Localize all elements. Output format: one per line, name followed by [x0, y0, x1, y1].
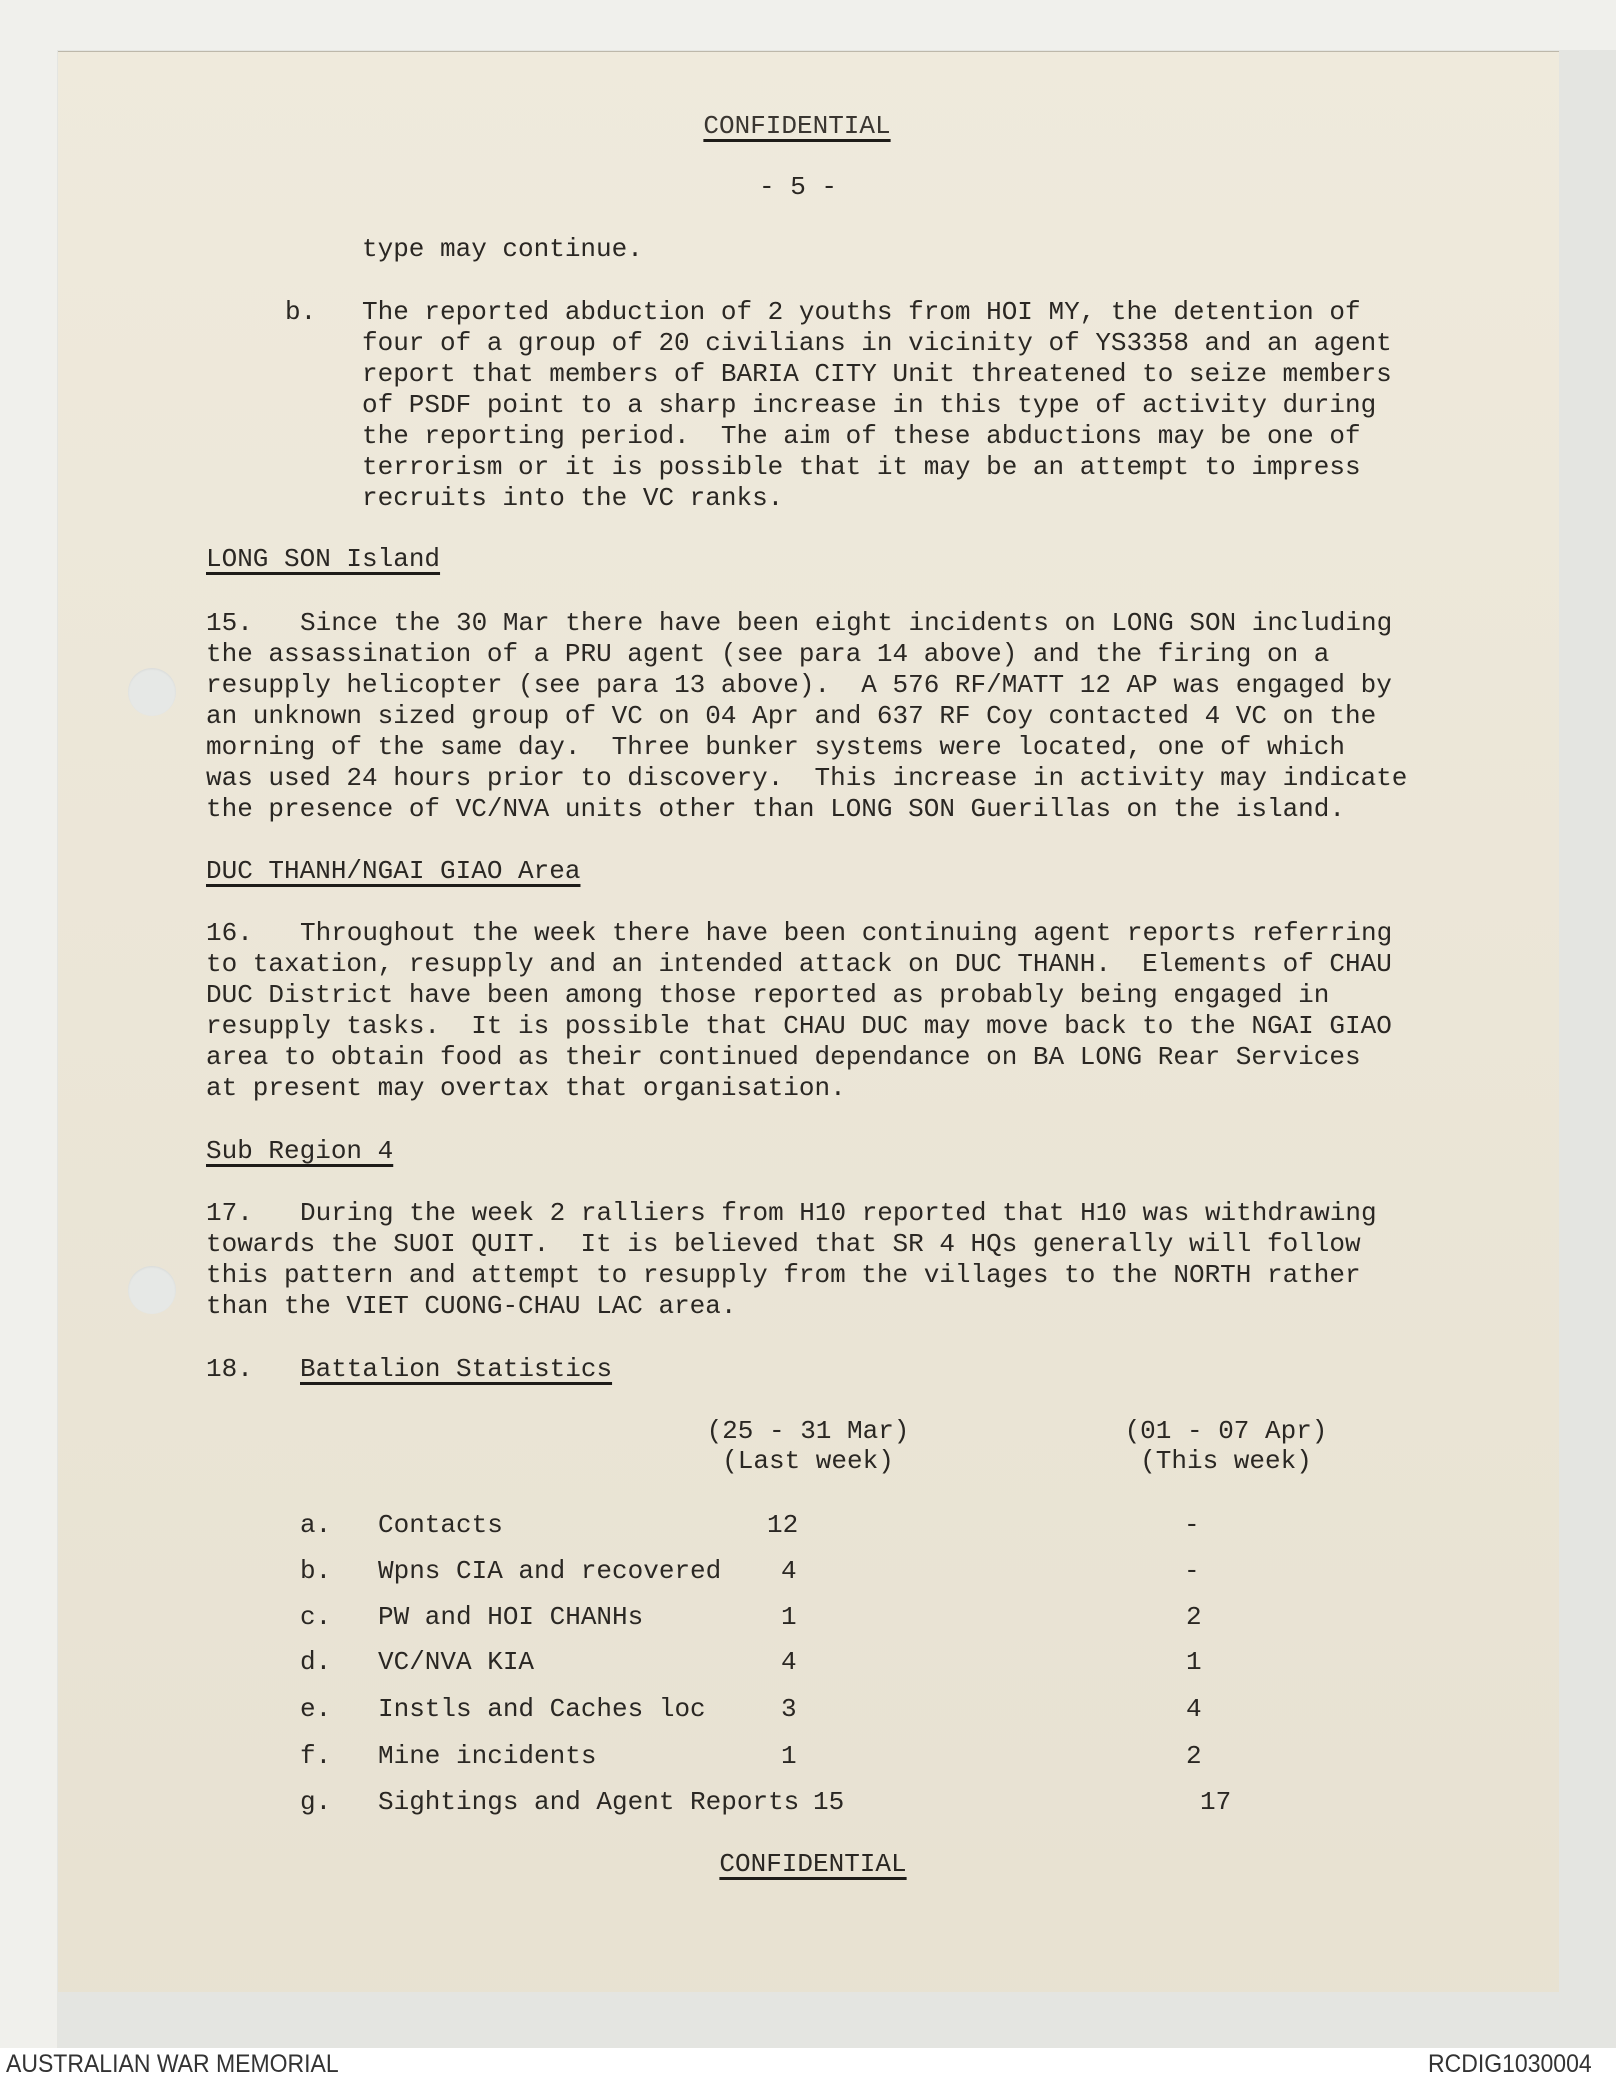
section-heading-long-son: LONG SON Island	[206, 544, 441, 574]
para-16-line: DUC District have been among those reported as probably being engaged in	[206, 980, 1330, 1010]
column-header-period: (25 - 31 Mar)	[706, 1416, 910, 1446]
row-last-week: 3	[781, 1694, 797, 1724]
classification-header: CONFIDENTIAL	[703, 111, 891, 141]
row-last-week: 4	[781, 1647, 797, 1677]
para-17-line: towards the SUOI QUIT. It is believed that SR 4 HQs generally will follow	[206, 1229, 1361, 1259]
page-number: - 5 -	[758, 172, 838, 202]
row-this-week: -	[1184, 1556, 1200, 1586]
para-b-line: the reporting period. The aim of these abductions may be one of	[362, 421, 1361, 451]
punch-hole	[128, 1266, 176, 1314]
row-item: Sightings and Agent Reports	[378, 1787, 800, 1817]
row-item: Mine incidents	[378, 1741, 597, 1771]
row-this-week: 2	[1186, 1602, 1202, 1632]
row-this-week: -	[1184, 1510, 1200, 1540]
column-header-period: (01 - 07 Apr)	[1124, 1416, 1328, 1446]
para-number-15: 15.	[206, 608, 253, 638]
para-number-16: 16.	[206, 918, 253, 948]
row-item: PW and HOI CHANHs	[378, 1602, 644, 1632]
row-item: Contacts	[378, 1510, 503, 1540]
row-this-week: 17	[1200, 1787, 1232, 1817]
row-this-week: 2	[1186, 1741, 1202, 1771]
para-15-line: Since the 30 Mar there have been eight incidents on LONG SON including	[300, 608, 1393, 638]
para-b-line: four of a group of 20 civilians in vicinity of YS3358 and an agent	[362, 328, 1392, 358]
row-this-week: 4	[1186, 1694, 1202, 1724]
row-marker: b.	[300, 1556, 332, 1586]
para-b-line: The reported abduction of 2 youths from HOI MY, the detention of	[362, 297, 1361, 327]
row-marker: f.	[300, 1741, 332, 1771]
para-number-17: 17.	[206, 1198, 253, 1228]
para-15-line: an unknown sized group of VC on 04 Apr and 637 RF Coy contacted 4 VC on the	[206, 701, 1377, 731]
punch-hole	[128, 668, 176, 716]
para-15-line: was used 24 hours prior to discovery. This increase in activity may indicate	[206, 763, 1408, 793]
para-number-18: 18.	[206, 1354, 253, 1384]
column-header-label: (Last week)	[722, 1446, 894, 1476]
statistics-heading: Battalion Statistics	[300, 1354, 613, 1384]
para-b-marker: b.	[285, 297, 317, 327]
section-heading-sub-region-4: Sub Region 4	[206, 1136, 394, 1166]
row-marker: a.	[300, 1510, 332, 1540]
row-marker: g.	[300, 1787, 332, 1817]
row-this-week: 1	[1186, 1647, 1202, 1677]
para-15-line: the presence of VC/NVA units other than LONG SON Guerillas on the island.	[206, 794, 1345, 824]
para-b-line: terrorism or it is possible that it may be an attempt to impress	[362, 452, 1361, 482]
row-last-week: 1	[781, 1602, 797, 1632]
para-15-line: the assassination of a PRU agent (see para 14 above) and the firing on a	[206, 639, 1330, 669]
row-last-week: 1	[781, 1741, 797, 1771]
para-16-line: resupply tasks. It is possible that CHAU DUC may move back to the NGAI GIAO	[206, 1011, 1392, 1041]
para-b-line: recruits into the VC ranks.	[362, 483, 784, 513]
row-last-week: 15	[813, 1787, 845, 1817]
column-header-label: (This week)	[1140, 1446, 1312, 1476]
row-last-week: 4	[781, 1556, 797, 1586]
para-b-line: of PSDF point to a sharp increase in this type of activity during	[362, 390, 1377, 420]
row-item: Instls and Caches loc	[378, 1694, 706, 1724]
row-item: VC/NVA KIA	[378, 1647, 535, 1677]
para-16-line: area to obtain food as their continued dependance on BA LONG Rear Services	[206, 1042, 1361, 1072]
para-15-line: morning of the same day. Three bunker systems were located, one of which	[206, 732, 1345, 762]
row-last-week: 12	[767, 1510, 799, 1540]
para-b-line: report that members of BARIA CITY Unit threatened to seize members	[362, 359, 1392, 389]
row-marker: e.	[300, 1694, 332, 1724]
continuation-text: type may continue.	[362, 234, 643, 264]
para-16-line: to taxation, resupply and an intended attack on DUC THANH. Elements of CHAU	[206, 949, 1392, 979]
row-item: Wpns CIA and recovered	[378, 1556, 722, 1586]
row-marker: d.	[300, 1647, 332, 1677]
classification-footer: CONFIDENTIAL	[719, 1849, 907, 1879]
para-16-line: at present may overtax that organisation.	[206, 1073, 846, 1103]
para-17-line: than the VIET CUONG-CHAU LAC area.	[206, 1291, 737, 1321]
row-marker: c.	[300, 1602, 332, 1632]
reference-number: RCDIG1030004	[1428, 2050, 1592, 2078]
para-17-line: this pattern and attempt to resupply from the villages to the NORTH rather	[206, 1260, 1361, 1290]
para-17-line: During the week 2 ralliers from H10 reported that H10 was withdrawing	[300, 1198, 1377, 1228]
para-16-line: Throughout the week there have been continuing agent reports referring	[300, 918, 1393, 948]
institution-label: AUSTRALIAN WAR MEMORIAL	[6, 2050, 339, 2078]
para-15-line: resupply helicopter (see para 13 above). A 576 RF/MATT 12 AP was engaged by	[206, 670, 1392, 700]
section-heading-duc-thanh: DUC THANH/NGAI GIAO Area	[206, 856, 581, 886]
